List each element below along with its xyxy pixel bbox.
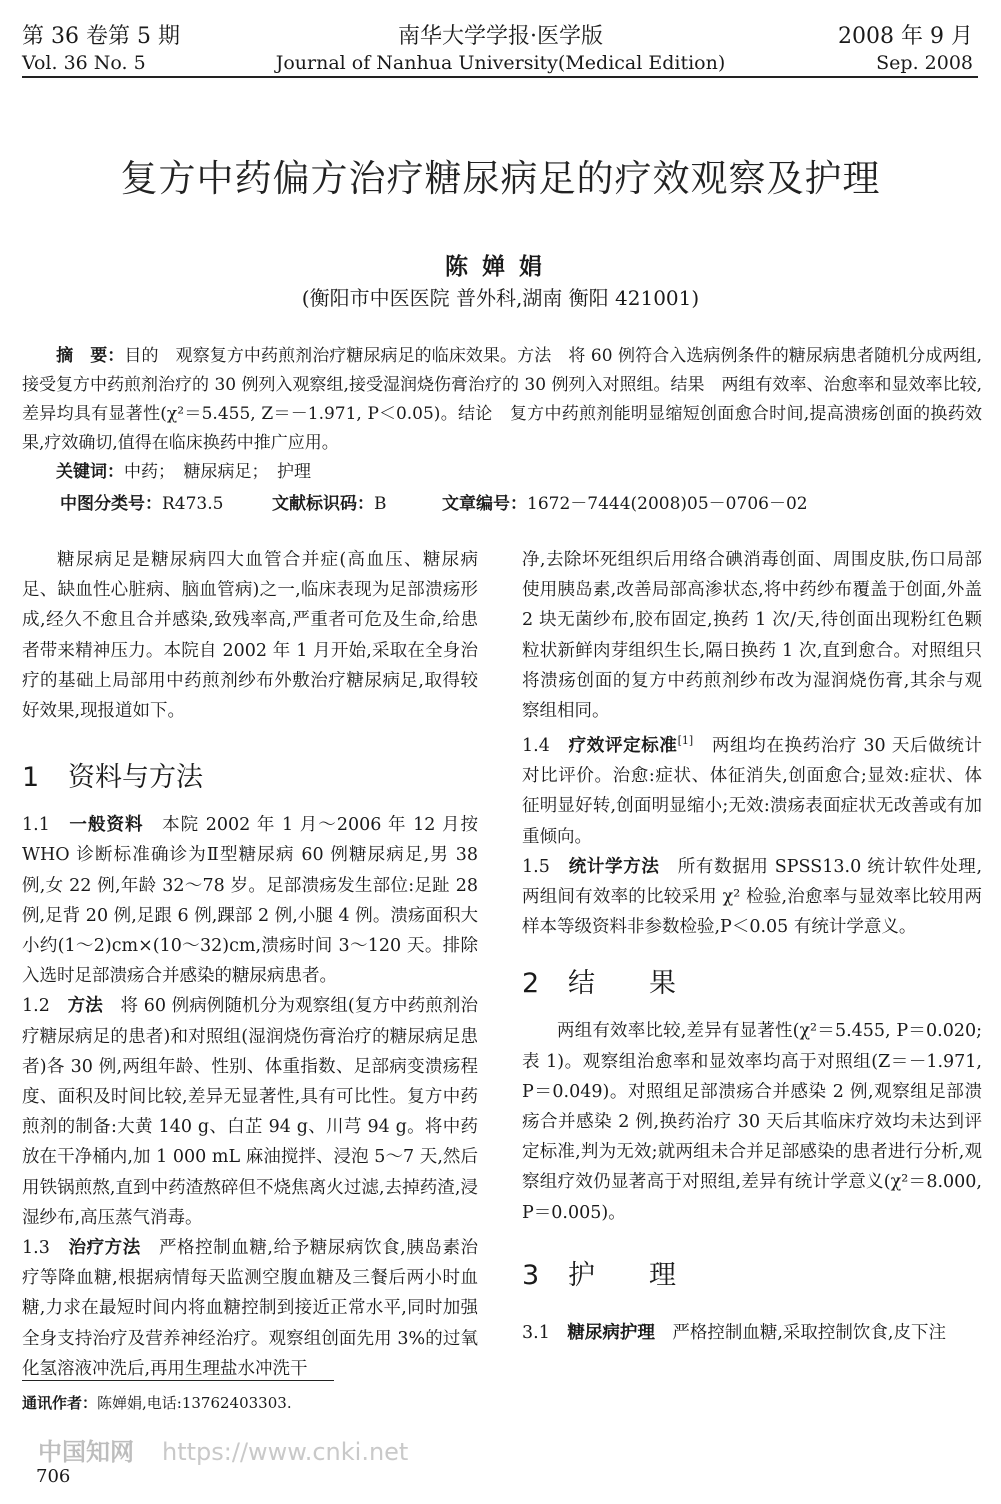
section-3-title: 护 理 <box>568 1259 676 1291</box>
affiliation: (衡阳市中医医院 普外科,湖南 衡阳 421001) <box>301 286 700 310</box>
doc-code-label: 文献标识码： <box>272 494 374 514</box>
subsection-1-3 <box>22 1233 478 1384</box>
subsection-3-1-title: 糖尿病护理 <box>567 1322 655 1343</box>
subsection-1-1-title: 一般资料 <box>69 815 144 836</box>
section-2-title: 结 果 <box>568 968 676 1000</box>
subsection-1-2-text: 将 60 例病例随机分为观察组(复方中药煎剂治疗糖尿病足的患者)和对照组(湿润烧伤膏治疗的糖尿病足患者)各 30 例,两组年龄、性别、体重指数、足部病变溃疡程度、面积及时间比较,差异无显著性,具有可比性。复方中药煎剂的制备:大黄 140 g、白芷 94 g、川芎 94 g。将中药放在干净桶内,加 1 000 mL 麻油搅拌、浸泡 5～7 天,然后用铁锅煎熬,直到中药渣熬碎但不烧焦离火过滤,去掉药渣,浸湿纱布,高压蒸气消毒。 <box>22 996 478 1228</box>
journal-cn: 南华大学学报·医学版 <box>398 24 603 49</box>
subsection-1-4 <box>522 726 982 852</box>
date-cn: 2008 年 9 月 <box>838 24 973 49</box>
section-1-number: 1 <box>22 762 40 794</box>
subsection-1-3-text: 严格控制血糖,给予糖尿病饮食,胰岛素治疗等降血糖,根据病情每天监测空腹血糖及三餐后两小时血糖,力求在最短时间内将血糖控制到接近正常水平,同时加强全身支持治疗及营养神经治疗。观察组创面先用 3%的过氧化氢溶液冲洗后,再用生理盐水冲洗干 <box>22 1238 479 1379</box>
subsection-3-1-text: 严格控制血糖,采取控制饮食,皮下注 <box>672 1322 946 1343</box>
abstract <box>22 342 982 458</box>
section-2-heading <box>522 966 982 1002</box>
continued-paragraph: 净,去除坏死组织后用络合碘消毒创面、周围皮肤,伤口局部使用胰岛素,改善局部高渗状态,将中药纱布覆盖于创面,外盖 2 块无菌纱布,胶布固定,换药 1 次/天,待创面出现粉红色颗粒状新鲜肉芽组织生长,隔日换药 1 次,直到愈合。对照组只将溃疡创面的复方中药煎剂纱布改为湿润烧伤膏,其余与观察组相同。 <box>522 550 982 722</box>
section-2-number: 2 <box>522 968 540 1000</box>
footnote-label: 通讯作者： <box>22 1394 98 1412</box>
journal-en: Journal of Nanhua University(Medical Edition) <box>275 52 726 74</box>
section-1-heading <box>22 760 478 796</box>
section-3-number: 3 <box>522 1259 540 1291</box>
subsection-3-1-number: 3.1 <box>522 1322 550 1343</box>
subsection-3-1 <box>522 1318 982 1348</box>
keywords-label: 关键词： <box>56 462 124 482</box>
footnote-text: 陈婵娟,电话:13762403303. <box>97 1394 292 1412</box>
clc-value: R473.5 <box>162 494 224 514</box>
page-number: 706 <box>36 1466 71 1487</box>
cnki-url: https://www.cnki.net <box>162 1438 409 1466</box>
left-column <box>22 545 478 1384</box>
subsection-1-2 <box>22 991 478 1233</box>
subsection-1-2-title: 方法 <box>67 996 103 1017</box>
subsection-1-3-title: 治疗方法 <box>68 1238 141 1259</box>
section-1-title: 资料与方法 <box>68 762 203 794</box>
article-title: 复方中药偏方治疗糖尿病足的疗效观察及护理 <box>120 157 881 200</box>
abstract-label: 摘 要： <box>56 346 125 366</box>
right-column <box>522 545 982 1348</box>
article-number-value: 1672－7444(2008)05－0706－02 <box>527 494 808 514</box>
subsection-1-5-text: 所有数据用 SPSS13.0 统计软件处理,两组间有效率的比较采用 χ² 检验,治愈率与显效率比较用两样本等级资料非参数检验,P＜0.05 有统计学意义。 <box>522 856 983 938</box>
subsection-1-2-number: 1.2 <box>22 996 50 1017</box>
subsection-1-1-number: 1.1 <box>22 815 50 836</box>
volume-en: Vol. 36 No. 5 <box>22 52 146 74</box>
cnki-logo: 中国知网 <box>38 1438 134 1466</box>
intro-paragraph: 糖尿病足是糖尿病四大血管合并症(高血压、糖尿病足、缺血性心脏病、脑血管病)之一,临床表现为足部溃疡形成,经久不愈且合并感染,致残率高,严重者可危及生命,给患者带来精神压力。本院自 2002 年 1 月开始,采取在全身治疗的基础上局部用中药煎剂纱布外敷治疗糖尿病足,取得较好效果,现报道如下。 <box>22 550 478 722</box>
subsection-1-4-title: 疗效评定标准 <box>568 736 678 757</box>
results-paragraph: 两组有效率比较,差异有显著性(χ²＝5.455, P＝0.020;表 1)。观察组治愈率和显效率均高于对照组(Z＝－1.971, P＝0.049)。对照组足部溃疡合并感染 2 例,观察组足部溃疡合并感染 2 例,换药治疗 30 天后其临床疗效均未达到评定标准,判为无效;就两组未合并足部感染的患者进行分析,观察组疗效仍显著高于对照组,差异有统计学意义(χ²＝8.000, P＝0.005)。 <box>522 1021 982 1223</box>
reference-marker: [1] <box>677 734 694 748</box>
keywords-text: 中药； 糖尿病足； 护理 <box>124 462 311 482</box>
article-number-label: 文章编号： <box>442 494 527 514</box>
clc-label: 中图分类号： <box>60 494 162 514</box>
subsection-1-1 <box>22 810 478 991</box>
header-rule <box>22 76 978 78</box>
doc-code-value: B <box>374 494 387 514</box>
footnote <box>22 1392 292 1413</box>
subsection-1-4-text: 两组均在换药治疗 30 天后做统计对比评价。治愈:症状、体征消失,创面愈合;显效:症状、体征明显好转,创面明显缩小;无效:溃疡表面症状无改善或有加重倾向。 <box>522 736 983 847</box>
subsection-1-3-number: 1.3 <box>22 1238 50 1259</box>
subsection-1-1-text: 本院 2002 年 1 月～2006 年 12 月按 WHO 诊断标准确诊为Ⅱ型糖尿病 60 例糖尿病足,男 38 例,女 22 例,年龄 32～78 岁。足部溃疡发生部位:足趾 28 例,足背 20 例,足跟 6 例,踝部 2 例,小腿 4 例。溃疡面积大小约(1～2)cm×(10～32)cm,溃疡时间 3～120 天。排除入选时足部溃疡合并感染的糖尿病患者。 <box>22 815 479 987</box>
keywords <box>22 460 982 484</box>
volume-cn: 第 36 卷第 5 期 <box>22 24 180 49</box>
subsection-1-5-number: 1.5 <box>522 856 550 877</box>
subsection-1-5-title: 统计学方法 <box>568 856 660 877</box>
subsection-1-4-number: 1.4 <box>522 736 550 757</box>
date-en: Sep. 2008 <box>876 52 973 74</box>
cnki-watermark <box>38 1432 408 1467</box>
subsection-1-5 <box>522 852 982 943</box>
abstract-text: 目的 观察复方中药煎剂治疗糖尿病足的临床效果。方法 将 60 例符合入选病例条件的糖尿病患者随机分成两组,接受复方中药煎剂治疗的 30 例列入观察组,接受湿润烧伤膏治疗的 30 例列入对照组。结果 两组有效率、治愈率和显效率比较,差异均具有显著性(χ²＝5.455, Z＝－1.971, P＜0.05)。结论 复方中药煎剂能明显缩短创面愈合时间,提高溃疡创面的换药效果,疗效确切,值得在临床换药中推广应用。 <box>22 346 983 453</box>
footnote-rule <box>22 1380 334 1381</box>
author-name: 陈婵娟 <box>445 253 556 280</box>
section-3-heading <box>522 1258 982 1294</box>
